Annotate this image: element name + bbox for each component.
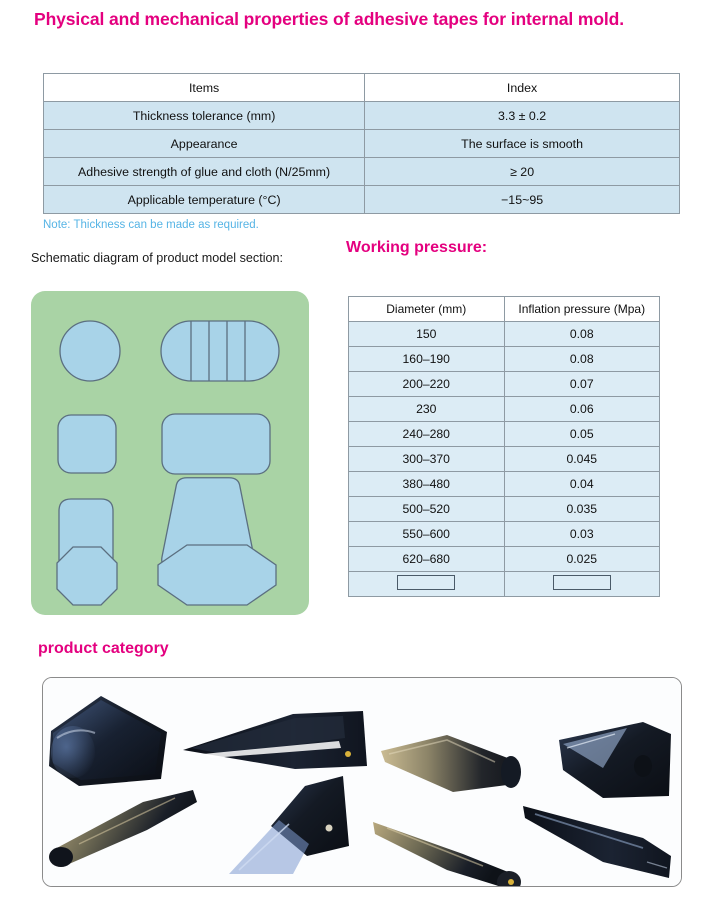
pressure-cell-diameter: 550–600	[349, 522, 505, 547]
table-row	[44, 130, 680, 158]
blank-input-box[interactable]	[553, 575, 611, 590]
table-row	[349, 447, 660, 472]
table-row	[349, 347, 660, 372]
table-row	[349, 372, 660, 397]
pressure-cell-diameter: 230	[349, 397, 505, 422]
pressure-header-diameter: Diameter (mm)	[349, 297, 505, 322]
pressure-cell-diameter: 160–190	[349, 347, 505, 372]
schematic-shape-rounded-rectangle	[162, 414, 270, 474]
table-row	[349, 422, 660, 447]
table-header-row	[349, 297, 660, 322]
pressure-cell-diameter: 150	[349, 322, 505, 347]
pressure-cell-value: 0.025	[504, 547, 660, 572]
schematic-shape-rounded-square	[58, 415, 116, 473]
pressure-cell-diameter: 200–220	[349, 372, 505, 397]
spec-cell-index: The surface is smooth	[365, 130, 680, 158]
pressure-blank-cell-diameter	[349, 572, 505, 597]
pressure-header-inflation: Inflation pressure (Mpa)	[504, 297, 660, 322]
spec-header-items: Items	[44, 74, 365, 102]
pressure-cell-value: 0.08	[504, 322, 660, 347]
table-row	[349, 397, 660, 422]
pressure-cell-diameter: 620–680	[349, 547, 505, 572]
blank-input-box[interactable]	[397, 575, 455, 590]
pressure-cell-diameter: 300–370	[349, 447, 505, 472]
table-row	[349, 472, 660, 497]
schematic-shape-elongated-octagon	[158, 545, 276, 605]
spec-note: Note: Thickness can be made as required.	[43, 219, 259, 231]
spec-cell-index: −15~95	[365, 186, 680, 214]
pressure-cell-value: 0.035	[504, 497, 660, 522]
pressure-cell-value: 0.06	[504, 397, 660, 422]
product-category-photo	[42, 677, 682, 887]
spec-cell-item: Adhesive strength of glue and cloth (N/25mm)	[44, 158, 365, 186]
spec-table	[43, 73, 680, 214]
schematic-caption: Schematic diagram of product model section:	[31, 251, 283, 265]
pressure-cell-value: 0.045	[504, 447, 660, 472]
spec-cell-item: Appearance	[44, 130, 365, 158]
table-row	[44, 186, 680, 214]
spec-cell-index: 3.3 ± 0.2	[365, 102, 680, 130]
pressure-cell-value: 0.08	[504, 347, 660, 372]
table-header-row	[44, 74, 680, 102]
schematic-diagram-panel	[31, 291, 309, 615]
schematic-shape-circle	[60, 321, 120, 381]
table-row-blank	[349, 572, 660, 597]
pressure-cell-diameter: 380–480	[349, 472, 505, 497]
schematic-shape-stadium	[161, 321, 279, 381]
product-category-heading: product category	[38, 640, 169, 657]
pressure-cell-value: 0.07	[504, 372, 660, 397]
page-title: Physical and mechanical properties of adhesive tapes for internal mold.	[34, 9, 625, 29]
pressure-cell-diameter: 500–520	[349, 497, 505, 522]
pressure-table	[348, 296, 660, 597]
table-row	[44, 102, 680, 130]
pressure-cell-diameter: 240–280	[349, 422, 505, 447]
spec-cell-item: Thickness tolerance (mm)	[44, 102, 365, 130]
pressure-cell-value: 0.03	[504, 522, 660, 547]
pressure-cell-value: 0.05	[504, 422, 660, 447]
table-row	[349, 497, 660, 522]
schematic-shape-octagon	[57, 547, 117, 605]
spec-cell-item: Applicable temperature (°C)	[44, 186, 365, 214]
spec-cell-index: ≥ 20	[365, 158, 680, 186]
pressure-blank-cell-value	[504, 572, 660, 597]
pressure-cell-value: 0.04	[504, 472, 660, 497]
table-row	[349, 322, 660, 347]
spec-header-index: Index	[365, 74, 680, 102]
table-row	[44, 158, 680, 186]
table-row	[349, 547, 660, 572]
working-pressure-heading: Working pressure:	[346, 239, 488, 256]
table-row	[349, 522, 660, 547]
